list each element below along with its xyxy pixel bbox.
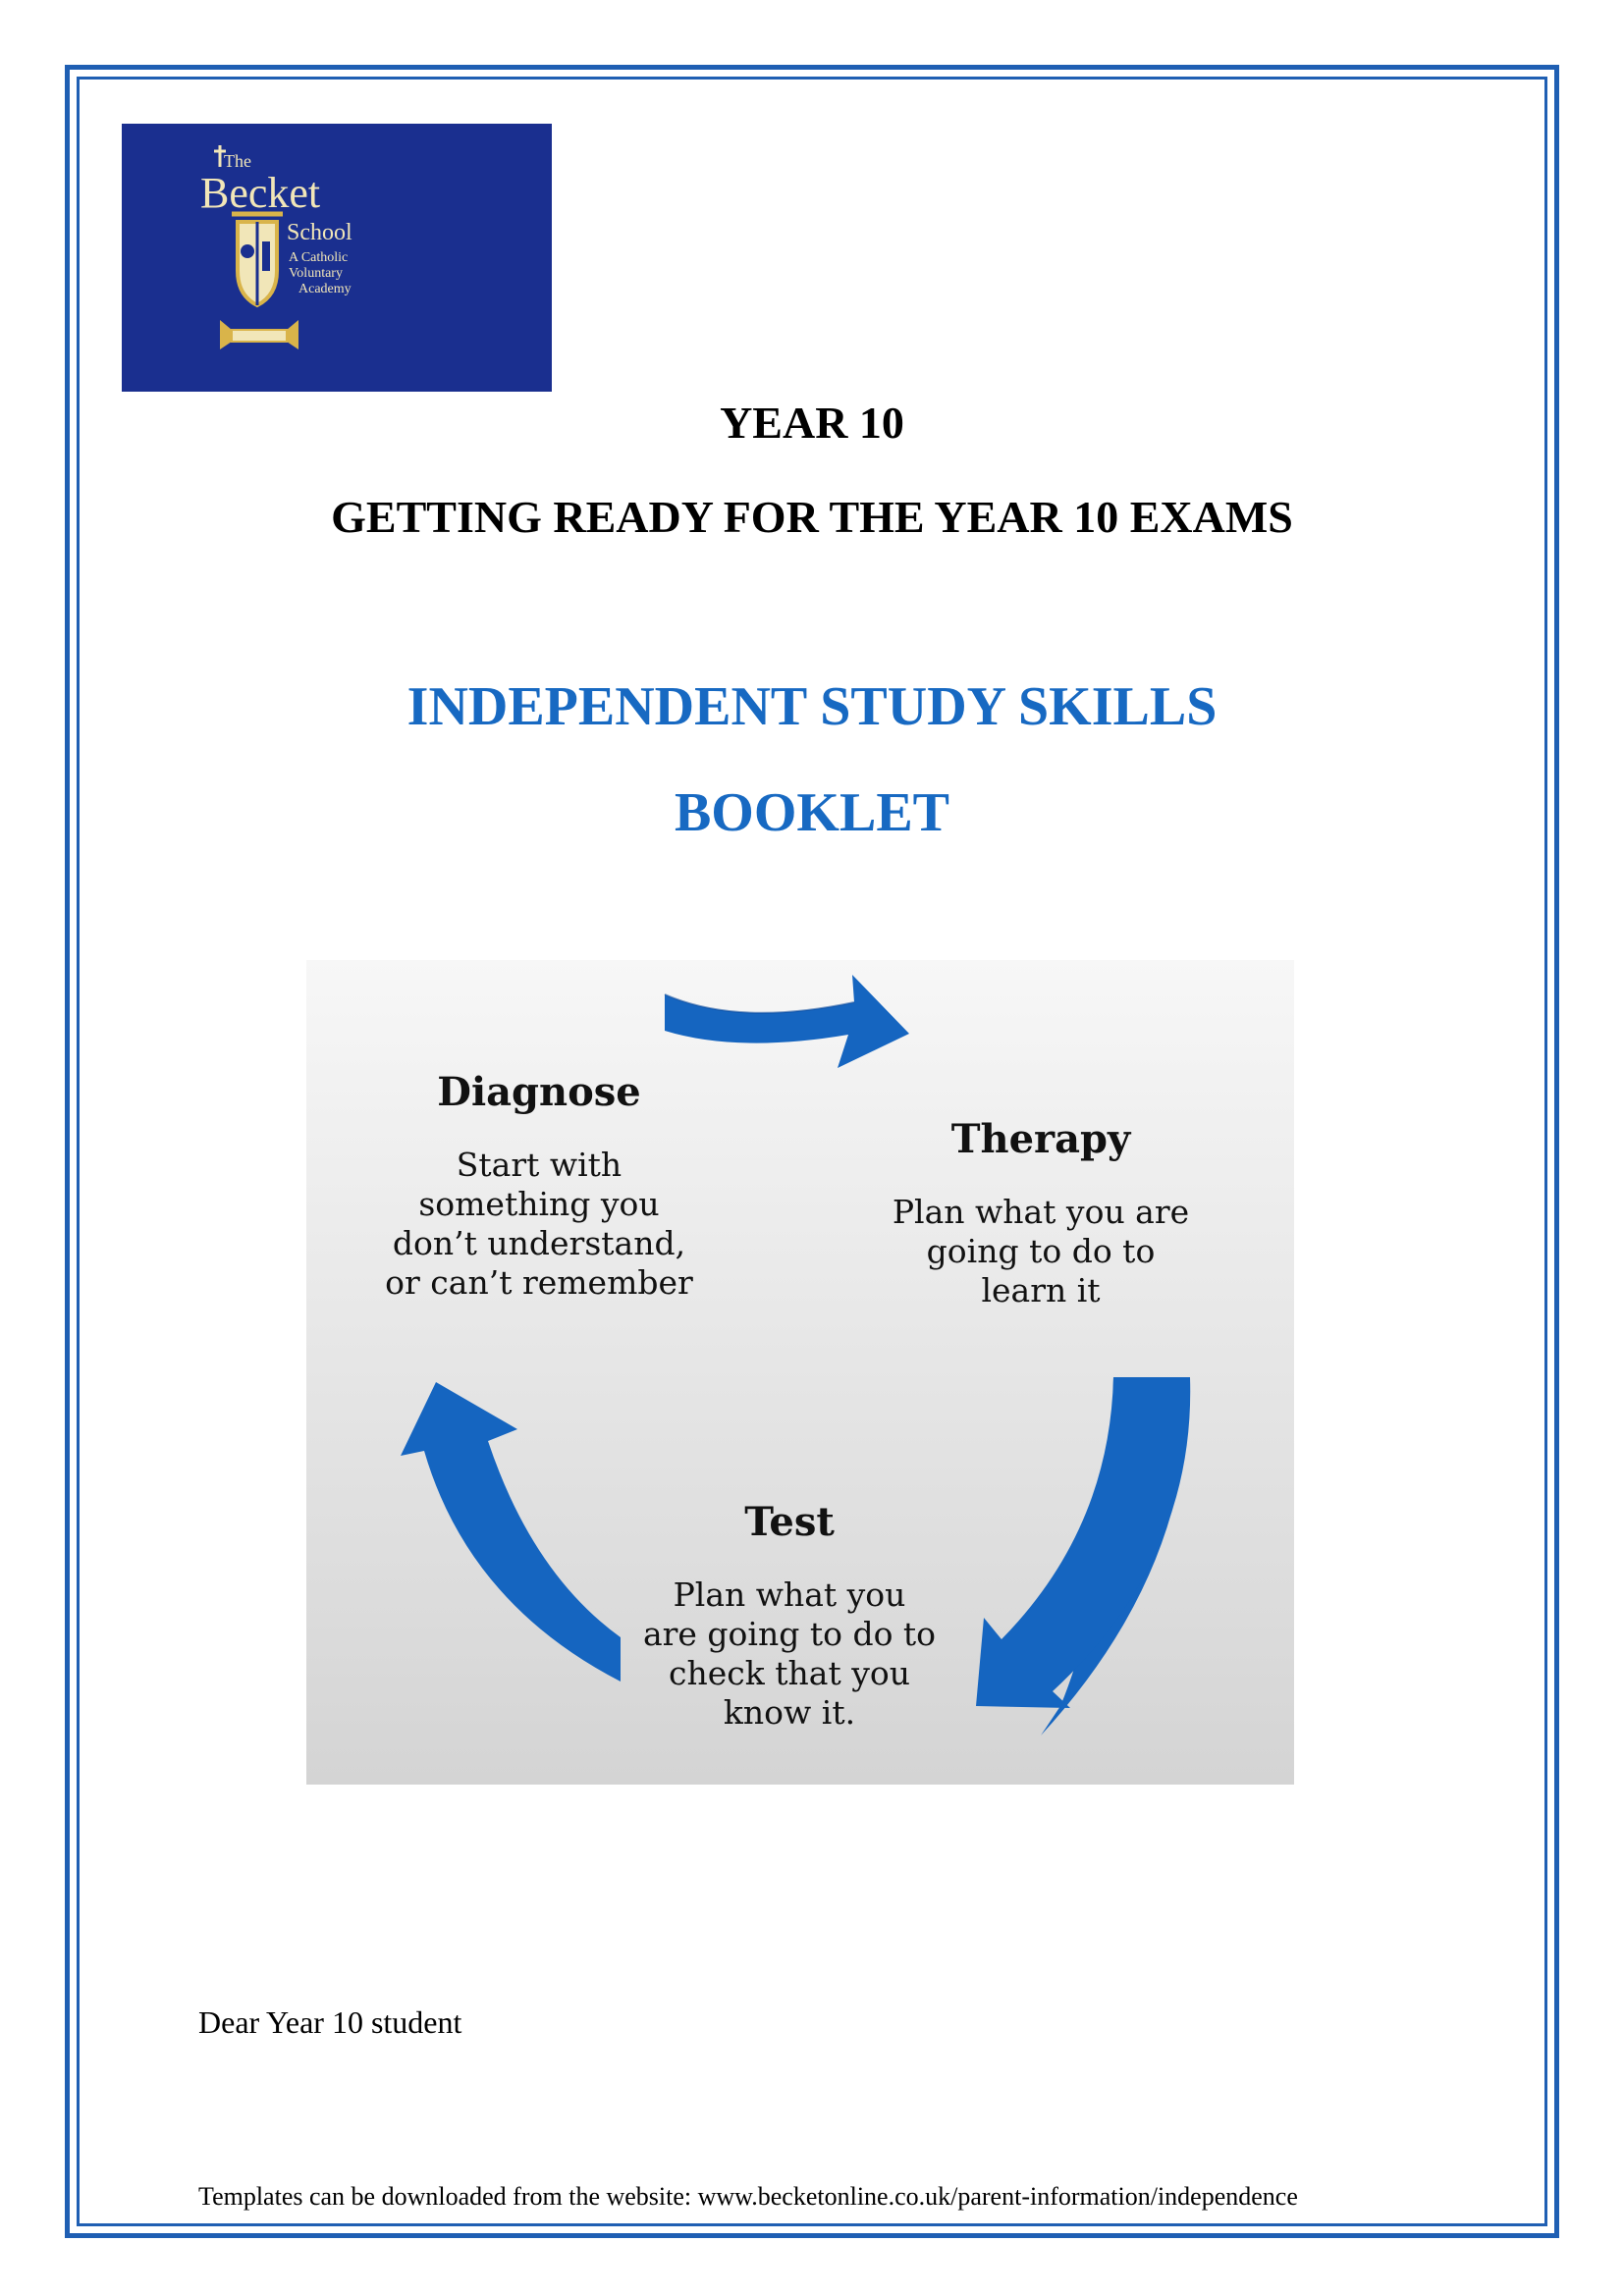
stage-test-line: are going to do to: [642, 1615, 937, 1653]
stage-diagnose-line: don’t understand,: [392, 1224, 686, 1262]
stage-therapy-name: Therapy: [950, 1116, 1131, 1162]
logo-catholic: A Catholic: [289, 250, 349, 265]
stage-diagnose-line: something you: [418, 1185, 660, 1223]
logo-becket: Becket: [200, 169, 321, 217]
school-logo: [122, 124, 552, 392]
stage-diagnose-line: or can’t remember: [385, 1263, 693, 1302]
stage-therapy-line: Plan what you are: [892, 1193, 1190, 1231]
booklet-title-line1: INDEPENDENT STUDY SKILLS: [406, 676, 1218, 737]
stage-test-line: check that you: [669, 1654, 910, 1692]
stage-test-line: know it.: [723, 1693, 856, 1732]
logo-academy: Academy: [298, 282, 352, 296]
stage-therapy-line: learn it: [981, 1271, 1101, 1309]
logo-school: School: [287, 220, 352, 245]
stage-diagnose-name: Diagnose: [437, 1069, 641, 1115]
stage-test-name: Test: [744, 1499, 835, 1545]
stage-therapy-line: going to do to: [926, 1232, 1156, 1270]
logo-voluntary: Voluntary: [289, 266, 343, 281]
study-cycle-diagram: [306, 960, 1294, 1785]
letter-greeting: Dear Year 10 student: [198, 2004, 462, 2040]
school-crest-icon: [122, 124, 552, 392]
stage-test-line: Plan what you: [673, 1575, 906, 1614]
year-heading: YEAR 10: [720, 398, 904, 448]
logo-the: The: [224, 151, 251, 171]
booklet-title-line2: BOOKLET: [674, 782, 950, 843]
subtitle-heading: GETTING READY FOR THE YEAR 10 EXAMS: [331, 492, 1293, 542]
footer-templates-note: Templates can be downloaded from the website: www.becketonline.co.uk/parent-information/independence: [198, 2182, 1298, 2211]
stage-diagnose-line: Start with: [456, 1146, 623, 1184]
